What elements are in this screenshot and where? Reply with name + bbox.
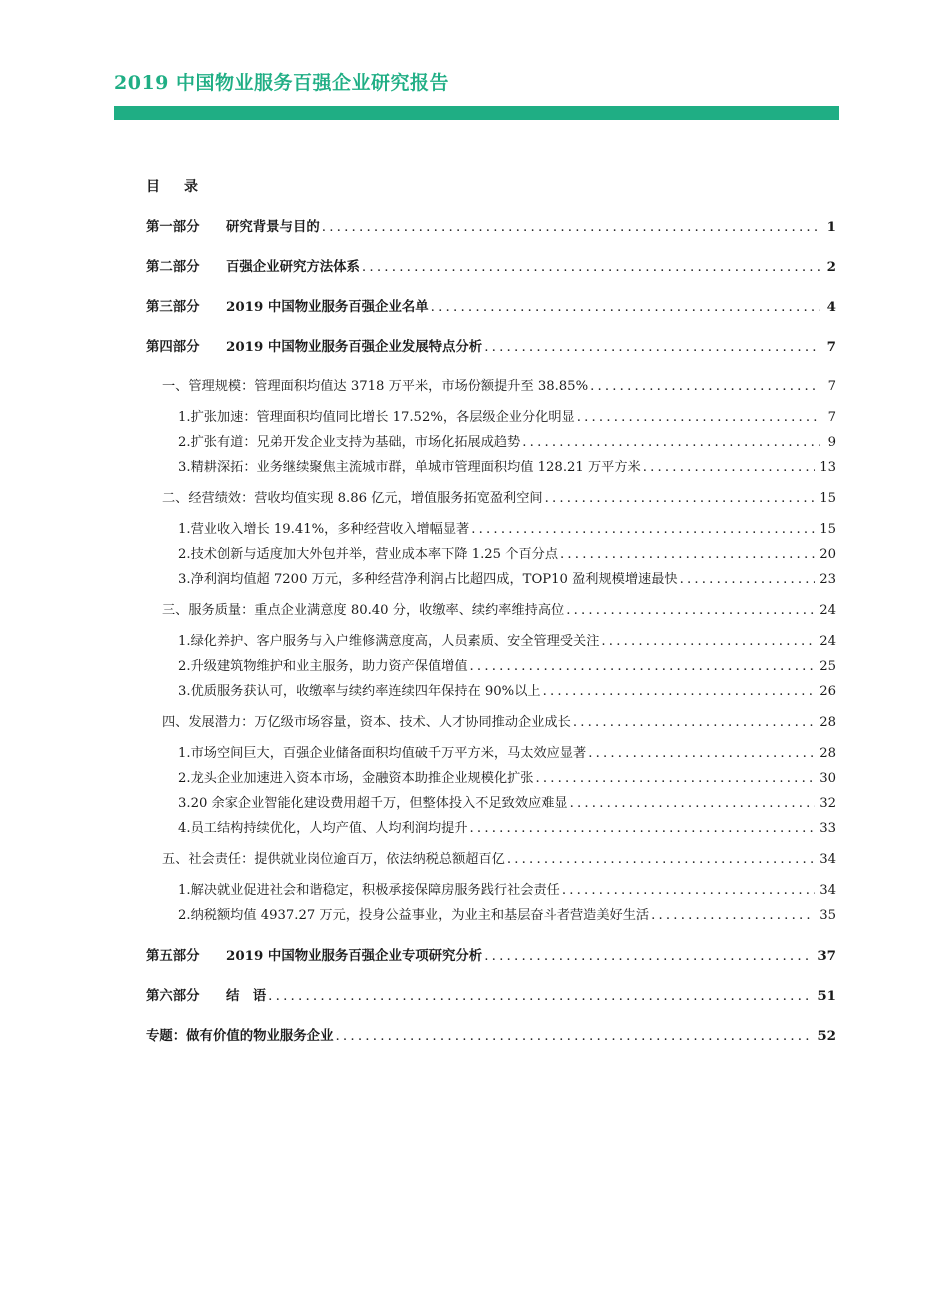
toc-leader-dots	[268, 988, 813, 1005]
toc-section-entry[interactable]	[162, 490, 836, 508]
toc-leader-dots	[507, 851, 815, 869]
toc-subsection-entry[interactable]	[178, 745, 836, 763]
toc-subsection-entry[interactable]	[178, 546, 836, 564]
toc-leader-dots	[543, 683, 816, 701]
toc-page-number: 34	[819, 852, 836, 867]
toc-leader-dots	[471, 521, 815, 539]
toc-leader-dots	[335, 1028, 813, 1045]
toc-page-number: 28	[819, 715, 836, 730]
toc-leader-dots	[590, 378, 820, 396]
toc-section-entry[interactable]	[162, 851, 836, 869]
toc-leader-dots	[588, 745, 815, 763]
toc-part-prefix: 第一部分	[146, 219, 200, 235]
toc-page-number: 52	[817, 1028, 836, 1044]
toc-section-entry[interactable]	[162, 714, 836, 732]
toc-page-number: 20	[819, 547, 836, 562]
toc-page-number: 4	[826, 299, 836, 315]
toc-subsection-title: 3.20 余家企业智能化建设费用超千万，但整体投入不足致效应难显	[178, 796, 568, 811]
toc-part-prefix: 第三部分	[146, 299, 200, 315]
toc-page-number: 26	[819, 684, 836, 699]
toc-leader-dots	[573, 714, 815, 732]
toc-section-title: 五、社会责任：提供就业岗位逾百万，依法纳税总额超百亿	[162, 852, 505, 867]
toc-special-topic-entry[interactable]	[146, 1027, 836, 1045]
toc-heading-char-1: 目	[146, 179, 160, 195]
toc-subsection-title: 3.精耕深拓：业务继续聚焦主流城市群，单城市管理面积均值 128.21 万平方米	[178, 460, 641, 475]
toc-page-number: 7	[826, 339, 836, 355]
toc-subsection-entry[interactable]	[178, 907, 836, 925]
toc-part-title: 百强企业研究方法体系	[226, 259, 360, 275]
toc-section-entry[interactable]	[162, 378, 836, 396]
toc-subsection-entry[interactable]	[178, 633, 836, 651]
toc-part-prefix: 第二部分	[146, 259, 200, 275]
toc-page-number: 13	[819, 460, 836, 475]
toc-section-title: 二、经营绩效：营收均值实现 8.86 亿元，增值服务拓宽盈利空间	[162, 491, 543, 506]
toc-subsection-title: 1.市场空间巨大，百强企业储备面积均值破千万平方米，马太效应显著	[178, 746, 587, 761]
toc-page-number: 15	[819, 491, 836, 506]
toc-leader-dots	[522, 434, 820, 452]
toc-leader-dots	[484, 948, 813, 965]
toc-part-title: 研究背景与目的	[226, 219, 320, 235]
toc-page-number: 35	[819, 908, 836, 923]
toc-part-title: 2019 中国物业服务百强企业发展特点分析	[226, 339, 483, 355]
toc-subsection-entry[interactable]	[178, 571, 836, 589]
toc-subsection-entry[interactable]	[178, 770, 836, 788]
toc-special-title: 做有价值的物业服务企业	[186, 1028, 334, 1044]
toc-subsection-title: 1.营业收入增长 19.41%，多种经营收入增幅显著	[178, 522, 470, 537]
toc-page-number: 37	[817, 948, 836, 964]
toc-page-number: 51	[817, 988, 836, 1004]
toc-leader-dots	[566, 602, 815, 620]
toc-part-entry[interactable]	[146, 947, 836, 965]
toc-part-entry[interactable]	[146, 298, 836, 316]
toc-leader-dots	[570, 795, 816, 813]
toc-special-prefix: 专题：	[146, 1028, 187, 1044]
toc-page-number: 30	[819, 771, 836, 786]
toc-subsection-title: 2.扩张有道：兄弟开发企业支持为基础，市场化拓展成趋势	[178, 435, 521, 450]
toc-subsection-title: 1.绿化养护、客户服务与入户维修满意度高，人员素质、安全管理受关注	[178, 634, 600, 649]
toc-page-number: 33	[819, 821, 836, 836]
header-divider-bar	[114, 106, 839, 120]
toc-section-title: 一、管理规模：管理面积均值达 3718 万平米，市场份额提升至 38.85%	[162, 379, 589, 394]
toc-page-number: 23	[819, 572, 836, 587]
toc-subsection-title: 3.优质服务获认可，收缴率与续约率连续四年保持在 90%以上	[178, 684, 541, 699]
toc-section-title: 三、服务质量：重点企业满意度 80.40 分，收缴率、续约率维持高位	[162, 603, 565, 618]
toc-page-number: 7	[827, 379, 836, 394]
toc-leader-dots	[601, 633, 815, 651]
toc-leader-dots	[680, 571, 816, 589]
toc-heading-char-2: 录	[184, 179, 198, 195]
toc-part-prefix: 第六部分	[146, 988, 200, 1004]
toc-page-number: 9	[827, 435, 836, 450]
toc-subsection-title: 1.解决就业促进社会和谐稳定，积极承接保障房服务践行社会责任	[178, 883, 560, 898]
toc-subsection-title: 2.技术创新与适度加大外包并举，营业成本率下降 1.25 个百分点	[178, 547, 559, 562]
toc-subsection-title: 2.龙头企业加速进入资本市场，金融资本助推企业规模化扩张	[178, 771, 534, 786]
toc-subsection-entry[interactable]	[178, 820, 836, 838]
report-title: 2019 中国物业服务百强企业研究报告	[114, 72, 449, 94]
toc-heading	[146, 176, 198, 196]
toc-leader-dots	[545, 490, 816, 508]
toc-leader-dots	[560, 546, 815, 564]
toc-leader-dots	[322, 219, 820, 236]
toc-subsection-title: 2.升级建筑物维护和业主服务，助力资产保值增值	[178, 659, 468, 674]
toc-page-number: 32	[819, 796, 836, 811]
toc-leader-dots	[651, 907, 815, 925]
toc-page-number: 24	[819, 634, 836, 649]
toc-subsection-entry[interactable]	[178, 434, 836, 452]
toc-subsection-entry[interactable]	[178, 459, 836, 477]
toc-part-entry[interactable]	[146, 218, 836, 236]
toc-subsection-title: 3.净利润均值超 7200 万元，多种经营净利润占比超四成，TOP10 盈利规模增速最快	[178, 572, 678, 587]
toc-subsection-entry[interactable]	[178, 658, 836, 676]
toc-leader-dots	[562, 882, 815, 900]
toc-part-title: 2019 中国物业服务百强企业专项研究分析	[226, 948, 483, 964]
toc-part-prefix: 第五部分	[146, 948, 200, 964]
toc-leader-dots	[577, 409, 820, 427]
toc-leader-dots	[470, 820, 816, 838]
toc-subsection-entry[interactable]	[178, 882, 836, 900]
toc-subsection-title: 1.扩张加速：管理面积均值同比增长 17.52%，各层级企业分化明显	[178, 410, 575, 425]
toc-part-entry[interactable]	[146, 338, 836, 356]
toc-part-title: 2019 中国物业服务百强企业名单	[226, 299, 429, 315]
toc-leader-dots	[643, 459, 815, 477]
toc-page-number: 2	[826, 259, 836, 275]
toc-page-number: 25	[819, 659, 836, 674]
toc-section-title: 四、发展潜力：万亿级市场容量，资本、技术、人才协同推动企业成长	[162, 715, 571, 730]
toc-part-entry[interactable]	[146, 987, 836, 1005]
toc-subsection-entry[interactable]	[178, 521, 836, 539]
toc-page-number: 7	[827, 410, 836, 425]
toc-subsection-entry[interactable]	[178, 683, 836, 701]
toc-subsection-entry[interactable]	[178, 409, 836, 427]
toc-page-number: 1	[826, 219, 836, 235]
toc-part-prefix: 第四部分	[146, 339, 200, 355]
toc-subsection-title: 4.员工结构持续优化，人均产值、人均利润均提升	[178, 821, 468, 836]
toc-page-number: 28	[819, 746, 836, 761]
toc-section-entry[interactable]	[162, 602, 836, 620]
toc-leader-dots	[362, 259, 820, 276]
toc-subsection-title: 2.纳税额均值 4937.27 万元，投身公益事业，为业主和基层奋斗者营造美好生活	[178, 908, 650, 923]
toc-page-number: 34	[819, 883, 836, 898]
toc-subsection-entry[interactable]	[178, 795, 836, 813]
toc-leader-dots	[535, 770, 815, 788]
toc-part-title: 结 语	[226, 988, 267, 1004]
toc-page-number: 15	[819, 522, 836, 537]
toc-leader-dots	[484, 339, 820, 356]
toc-page-number: 24	[819, 603, 836, 618]
toc-part-entry[interactable]	[146, 258, 836, 276]
toc-leader-dots	[431, 299, 820, 316]
toc-leader-dots	[470, 658, 816, 676]
